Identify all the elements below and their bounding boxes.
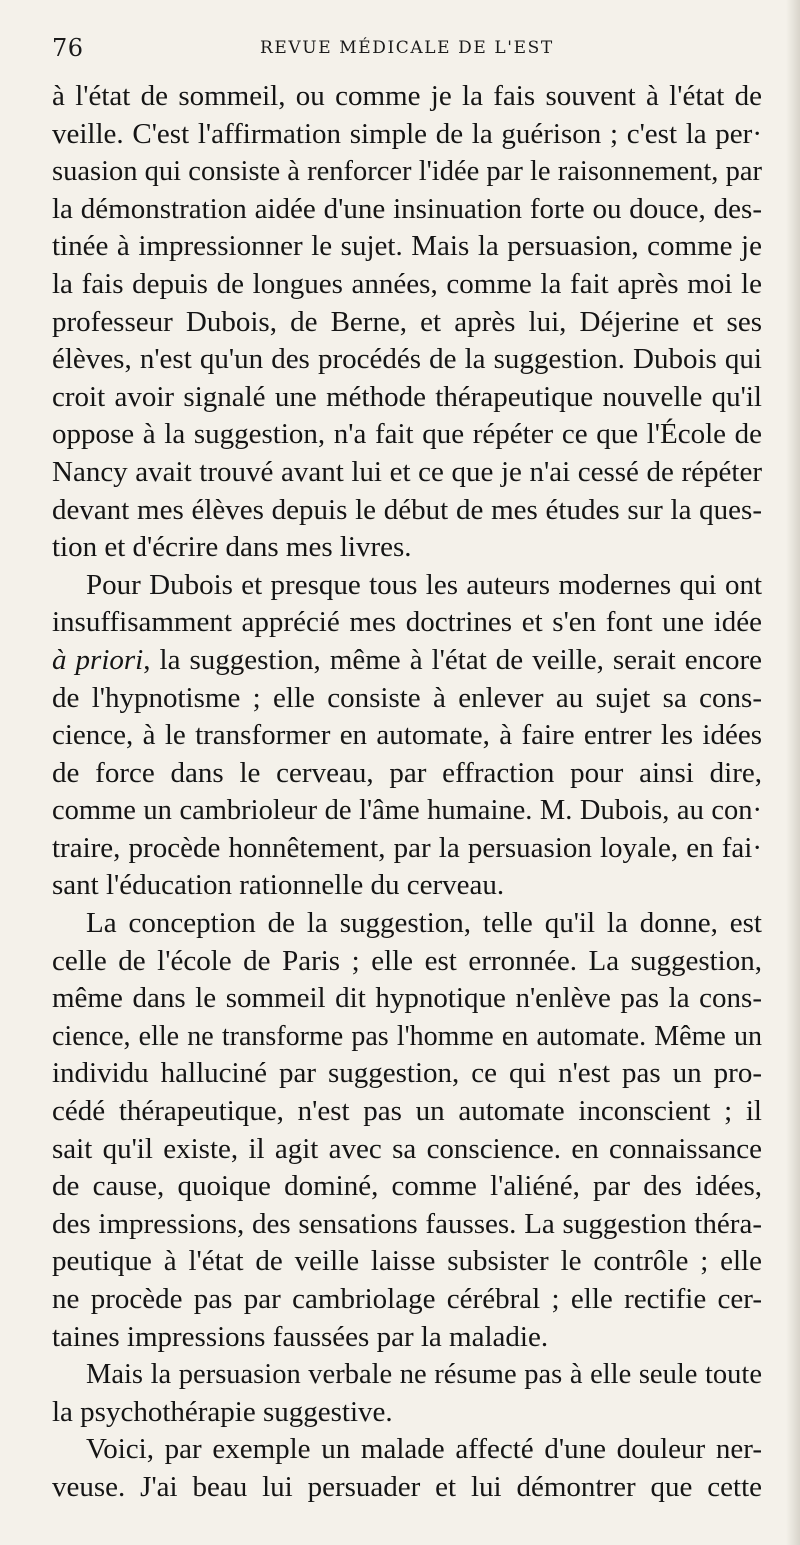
text-line: veuse. J'ai beau lui persuader et lui démontrer que cette bbox=[52, 1470, 762, 1503]
text-line: Pour Dubois et presque tous les auteurs modernes qui ont bbox=[86, 568, 762, 601]
page-header bbox=[52, 30, 752, 66]
text-line: devant mes élèves depuis le début de mes études sur la ques- bbox=[52, 493, 762, 526]
text-line: taines impressions faussées par la maladie. bbox=[52, 1320, 549, 1353]
text-line: la fais depuis de longues années, comme la fait après moi le bbox=[52, 267, 762, 300]
text-line: oppose à la suggestion, n'a fait que répéter ce que l'École de bbox=[52, 418, 762, 451]
text-line: tinée à impressionner le sujet. Mais la persuasion, comme je bbox=[52, 230, 762, 263]
text-line: croit avoir signalé une méthode thérapeutique nouvelle qu'il bbox=[52, 380, 762, 413]
page-number: 76 bbox=[52, 34, 84, 62]
text-line: Mais la persuasion verbale ne résume pas à elle seule toute bbox=[86, 1359, 762, 1391]
text-line: la psychothérapie suggestive. bbox=[52, 1395, 393, 1428]
text-line: de l'hypnotisme ; elle consiste à enlever au sujet sa cons- bbox=[52, 681, 762, 714]
text-line: celle de l'école de Paris ; elle est erronnée. La suggestion, bbox=[52, 944, 762, 977]
text-line: cience, elle ne transforme pas l'homme en automate. Même un bbox=[52, 1020, 762, 1052]
text-line: Voici, par exemple un malade affecté d'une douleur ner- bbox=[86, 1433, 762, 1466]
text-line: de force dans le cerveau, par effraction pour ainsi dire, bbox=[52, 756, 762, 789]
text-line: insuffisamment apprécié mes doctrines et s'en font une idée bbox=[52, 606, 762, 639]
text-line: peutique à l'état de veille laisse subsister le contrôle ; elle bbox=[52, 1245, 762, 1278]
text-line: même dans le sommeil dit hypnotique n'enlève pas la cons- bbox=[52, 982, 762, 1015]
text-line: à l'état de sommeil, ou comme je la fais souvent à l'état de bbox=[52, 80, 762, 112]
text-line: ne procède pas par cambriolage cérébral ; elle rectifie cer- bbox=[52, 1283, 762, 1315]
running-head: REVUE MÉDICALE DE L'EST bbox=[260, 38, 554, 58]
text-line: sait qu'il existe, il agit avec sa conscience. en connaissance bbox=[52, 1132, 762, 1165]
text-line: tion et d'écrire dans mes livres. bbox=[52, 531, 412, 564]
text-line: professeur Dubois, de Berne, et après lui, Déjerine et ses bbox=[52, 305, 762, 338]
text-line: de cause, quoique dominé, comme l'aliéné, par des idées, bbox=[52, 1170, 762, 1203]
text-line: La conception de la suggestion, telle qu'il la donne, est bbox=[86, 907, 762, 940]
text-line: la démonstration aidée d'une insinuation forte ou douce, des- bbox=[52, 192, 762, 225]
text-line: cédé thérapeutique, n'est pas un automate inconscient ; il bbox=[52, 1095, 762, 1128]
text-line: sant l'éducation rationnelle du cerveau. bbox=[52, 869, 505, 902]
text-line: à priori, la suggestion, même à l'état de veille, serait encore bbox=[52, 643, 762, 676]
text-line: individu halluciné par suggestion, ce qui n'est pas un pro- bbox=[52, 1057, 762, 1090]
italic-phrase: à priori bbox=[52, 643, 144, 676]
text-line: traire, procède honnêtement, par la persuasion loyale, en fai· bbox=[52, 831, 762, 864]
text-line: suasion qui consiste à renforcer l'idée par le raisonnement, par bbox=[52, 156, 762, 188]
text-line: élèves, n'est qu'un des procédés de la suggestion. Dubois qui bbox=[52, 343, 762, 376]
body-text bbox=[52, 78, 762, 1507]
text-line: veille. C'est l'affirmation simple de la guérison ; c'est la per· bbox=[52, 117, 762, 150]
text-line: comme un cambrioleur de l'âme humaine. M. Dubois, au con· bbox=[52, 795, 762, 827]
page-edge-shadow bbox=[786, 0, 800, 1545]
text-line: Nancy avait trouvé avant lui et ce que je n'ai cessé de répéter bbox=[52, 455, 762, 488]
text-line: cience, à le transformer en automate, à faire entrer les idées bbox=[52, 719, 762, 752]
text-line: des impressions, des sensations fausses. La suggestion théra- bbox=[52, 1207, 762, 1240]
